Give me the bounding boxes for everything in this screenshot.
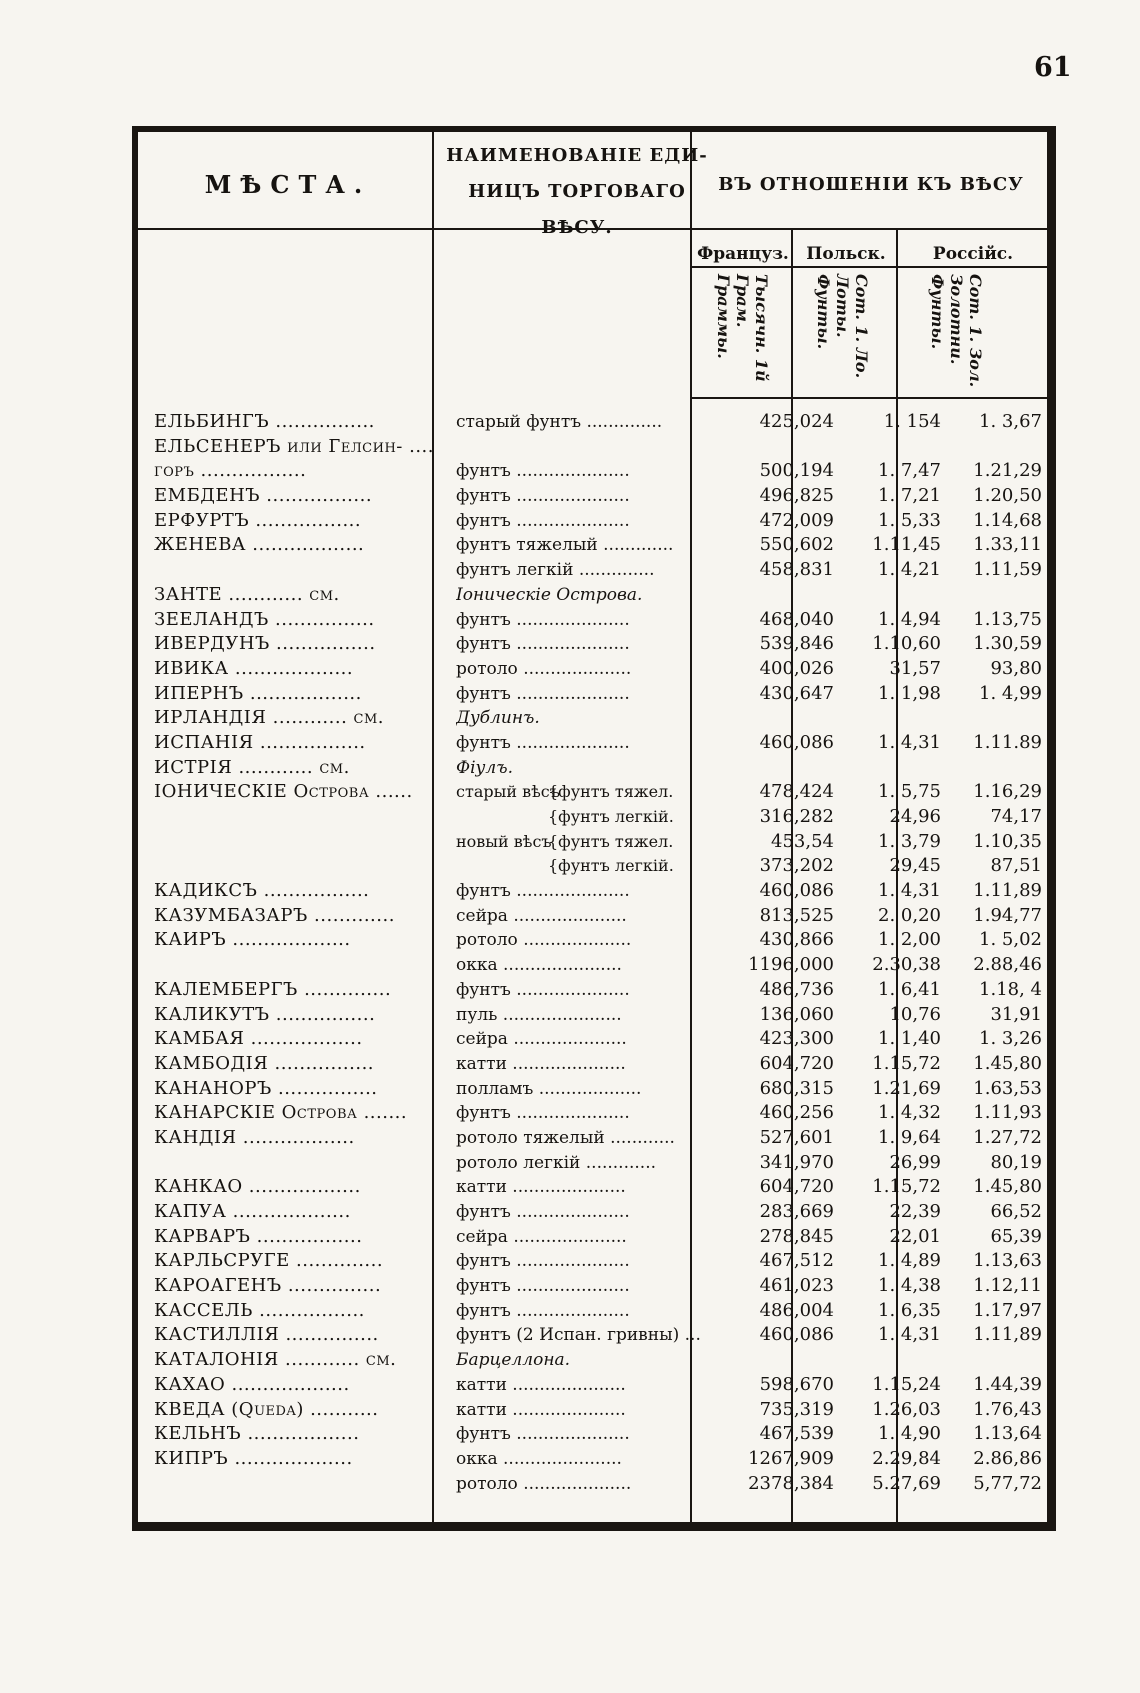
table-row — [138, 780, 1044, 805]
place-name: ЕЛЬСЕНЕРЪ или Гелсин- .... — [154, 435, 434, 457]
value-french: 496,825 — [759, 485, 834, 507]
header-ratio: ВЪ ОТНОШЕНІИ КЪ ВѢСУ — [718, 174, 1024, 195]
value-polish: 1.26,03 — [872, 1398, 941, 1420]
value-russian: 1.76,43 — [973, 1398, 1042, 1420]
unit-name: сейра ..................... — [456, 1226, 627, 1247]
value-russian: 1.11,59 — [973, 559, 1042, 581]
place-name: ИВИКА ................... — [154, 657, 354, 679]
unit-name: фунтъ ..................... — [456, 634, 630, 655]
unit-name: фунтъ ..................... — [456, 1276, 630, 1297]
value-russian: 1.18, 4 — [979, 978, 1042, 1000]
table-row — [138, 410, 1044, 435]
value-french: 550,602 — [759, 534, 834, 556]
header-vertical-label: Золотни. — [947, 274, 966, 365]
value-polish: 1. 4,38 — [878, 1275, 941, 1297]
unit-name: фунтъ ..................... — [456, 979, 630, 1000]
unit-name: ротоло легкій ............. — [456, 1152, 657, 1173]
unit-name: полламъ ................... — [456, 1078, 642, 1099]
value-russian: 31,91 — [990, 1003, 1042, 1025]
table-row — [138, 509, 1044, 534]
value-french: 460,086 — [759, 880, 834, 902]
table-row — [138, 1225, 1044, 1250]
header-vertical-label: Фунты. — [928, 274, 947, 350]
place-name: КАИРЪ ................... — [154, 929, 351, 951]
value-russian: 1. 3,67 — [979, 411, 1042, 432]
place-name: КАНКАО .................. — [154, 1176, 361, 1198]
place-name: ЗЕЕЛАНДЪ ................ — [154, 608, 375, 630]
value-polish: 24,96 — [889, 806, 941, 827]
table-row — [138, 1422, 1044, 1447]
value-russian: 1.63,53 — [973, 1077, 1042, 1099]
value-polish: 2.29,84 — [872, 1447, 941, 1469]
place-name: КАСТИЛЛІЯ ............... — [154, 1324, 379, 1346]
value-polish: 1. 7,21 — [878, 485, 941, 507]
value-polish: 1. 4,31 — [878, 880, 941, 902]
page-number: 61 — [1034, 52, 1072, 83]
place-name: КАНДІЯ .................. — [154, 1126, 355, 1148]
value-french: 1267,909 — [748, 1447, 834, 1469]
value-french: 341,970 — [759, 1151, 834, 1173]
table-row — [138, 1398, 1044, 1423]
table-row — [138, 1052, 1044, 1077]
table-row — [138, 1472, 1044, 1497]
value-polish: 1. 6,35 — [878, 1299, 941, 1321]
sub-unit-name: {фунтъ тяжел. — [548, 831, 674, 851]
value-french: 527,601 — [759, 1126, 834, 1148]
header-places: МѢСТА. — [204, 170, 372, 199]
table-row — [138, 805, 1044, 830]
table-row — [138, 583, 1044, 608]
unit-name: Барцеллона. — [456, 1350, 571, 1371]
value-russian: 1.27,72 — [973, 1126, 1042, 1148]
place-name: ЕЛЬБИНГЪ ................ — [154, 411, 375, 432]
place-name: КАЛЕМБЕРГЪ .............. — [154, 978, 392, 1000]
value-french: 735,319 — [759, 1398, 834, 1420]
unit-name: фунтъ ..................... — [456, 1424, 630, 1445]
unit-name: ротоло тяжелый ............ — [456, 1127, 675, 1148]
value-russian: 1.10,35 — [973, 830, 1042, 852]
place-name: ЕМБДЕНЪ ................. — [154, 485, 373, 507]
place-name: КАЛИКУТЪ ................ — [154, 1003, 376, 1025]
value-russian: 1.21,29 — [973, 460, 1042, 482]
place-name: КАТАЛОНІЯ ............ см. — [154, 1349, 397, 1371]
value-french: 458,831 — [759, 559, 834, 581]
value-polish: 1. 5,75 — [878, 781, 941, 803]
value-russian: 1.11,89 — [973, 1324, 1042, 1346]
table-row — [138, 657, 1044, 682]
table-row — [138, 830, 1044, 855]
value-french: 283,669 — [759, 1201, 834, 1222]
value-french: 461,023 — [759, 1275, 834, 1297]
value-french: 423,300 — [759, 1028, 834, 1050]
table-row — [138, 1077, 1044, 1102]
value-french: 486,736 — [759, 978, 834, 1000]
place-name: КАПУА ................... — [154, 1201, 351, 1222]
header-vertical-label: Фунты. — [814, 274, 833, 350]
value-russian: 1.30,59 — [973, 633, 1042, 655]
value-russian: 1.45,80 — [973, 1052, 1042, 1074]
table-row — [138, 904, 1044, 929]
value-polish: 2.30,38 — [872, 954, 941, 976]
place-name: КАМБАЯ .................. — [154, 1028, 363, 1050]
table-row — [138, 731, 1044, 756]
value-russian: 80,19 — [990, 1151, 1042, 1173]
brace-label: новый вѣсъ — [456, 831, 552, 851]
unit-name: фунтъ тяжелый ............. — [456, 535, 674, 556]
place-name: КВЕДА (Queda) ........... — [154, 1398, 379, 1420]
value-russian: 1.94,77 — [973, 904, 1042, 926]
table-row — [138, 1101, 1044, 1126]
column-rule — [692, 397, 1048, 399]
unit-name: катти ..................... — [456, 1399, 626, 1420]
value-russian: 2.88,46 — [973, 954, 1042, 976]
table-row — [138, 1151, 1044, 1176]
unit-name: сейра ..................... — [456, 1029, 627, 1050]
value-french: 373,202 — [759, 855, 834, 877]
unit-name: Іоническіе Острова. — [456, 584, 643, 605]
value-russian: 1.11,93 — [973, 1102, 1042, 1124]
value-polish: 1.10,60 — [872, 633, 941, 655]
unit-name: катти ..................... — [456, 1053, 626, 1074]
weights-table — [132, 126, 1056, 1531]
sub-unit-name: {фунтъ тяжел. — [548, 782, 674, 802]
unit-name: катти ..................... — [456, 1177, 626, 1198]
value-polish: 1. 9,64 — [878, 1126, 941, 1148]
subheader-rule — [692, 266, 1048, 268]
table-row — [138, 1249, 1044, 1274]
unit-name: пуль ...................... — [456, 1004, 622, 1025]
value-russian: 1.13,63 — [973, 1250, 1042, 1272]
unit-name: фунтъ ..................... — [456, 1202, 630, 1222]
place-name: КАРОАГЕНЪ ............... — [154, 1275, 382, 1297]
value-french: 500,194 — [759, 460, 834, 482]
value-polish: 1.15,72 — [872, 1176, 941, 1198]
unit-name: сейра ..................... — [456, 905, 627, 926]
table-row — [138, 879, 1044, 904]
unit-name: старый фунтъ .............. — [456, 412, 663, 432]
value-russian: 2.86,86 — [973, 1447, 1042, 1469]
unit-name: ротоло .................... — [456, 1473, 632, 1494]
value-french: 467,539 — [759, 1423, 834, 1445]
value-polish: 1. 154 — [883, 411, 941, 432]
header-french-col — [714, 274, 771, 394]
header-vertical-label: Сот. 1. Ло. — [852, 274, 871, 379]
place-name: ИПЕРНЪ .................. — [154, 682, 362, 704]
value-russian: 1. 3,26 — [979, 1028, 1042, 1050]
unit-name: ротоло .................... — [456, 658, 632, 679]
value-french: 604,720 — [759, 1052, 834, 1074]
place-name: КАХАО ................... — [154, 1373, 350, 1395]
unit-name: фунтъ ..................... — [456, 486, 630, 507]
table-row — [138, 1200, 1044, 1225]
value-russian: 1.44,39 — [973, 1373, 1042, 1395]
unit-name: окка ...................... — [456, 955, 622, 976]
place-name: КАРВАРЪ ................. — [154, 1225, 363, 1247]
value-russian: 1.16,29 — [973, 781, 1042, 803]
value-polish: 1. 4,32 — [878, 1102, 941, 1124]
place-name: ИСПАНІЯ ................. — [154, 731, 366, 753]
value-russian: 1.13,75 — [973, 608, 1042, 630]
value-russian: 66,52 — [990, 1201, 1042, 1222]
value-polish: 1. 4,21 — [878, 559, 941, 581]
value-polish: 29,45 — [889, 855, 941, 877]
header-polish: Польск. — [806, 244, 886, 264]
value-polish: 1.11,45 — [872, 534, 941, 556]
value-russian: 1.13,64 — [973, 1423, 1042, 1445]
place-name: КАНАРСКІЕ Острова ....... — [154, 1102, 408, 1124]
place-name: КИПРЪ ................... — [154, 1447, 353, 1469]
value-french: 460,086 — [759, 1324, 834, 1346]
value-polish: 1. 3,79 — [878, 830, 941, 852]
value-polish: 1. 4,94 — [878, 608, 941, 630]
value-french: 1196,000 — [748, 954, 834, 976]
value-russian: 1.12,11 — [973, 1275, 1042, 1297]
place-name: КАРЛЬСРУГЕ .............. — [154, 1250, 384, 1272]
value-polish: 1.15,72 — [872, 1052, 941, 1074]
value-french: 136,060 — [759, 1003, 834, 1025]
place-name: КАЗУМБАЗАРЪ ............. — [154, 904, 395, 926]
value-polish: 1. 4,31 — [878, 731, 941, 753]
value-russian: 87,51 — [990, 855, 1042, 877]
header-unit-line: ВѢСУ. — [541, 217, 613, 238]
header-vertical-label: Лоты. — [833, 274, 852, 338]
value-polish: 1. 7,47 — [878, 460, 941, 482]
place-name: ЖЕНЕВА .................. — [154, 534, 365, 556]
table-row — [138, 682, 1044, 707]
value-french: 400,026 — [759, 657, 834, 679]
value-russian: 1.17,97 — [973, 1299, 1042, 1321]
value-polish: 1.15,24 — [872, 1373, 941, 1395]
value-polish: 1. 1,40 — [878, 1028, 941, 1050]
table-row — [138, 1126, 1044, 1151]
unit-name: фунтъ (2 Испан. гривны) ... — [456, 1325, 701, 1346]
header-polish-col — [814, 274, 871, 394]
place-name: ІОНИЧЕСКІЕ Острова ...... — [154, 781, 413, 803]
place-name: ИВЕРДУНЪ ................ — [154, 633, 376, 655]
value-french: 486,004 — [759, 1299, 834, 1321]
unit-name: Дублинъ. — [456, 708, 540, 729]
value-french: 430,866 — [759, 929, 834, 951]
value-french: 460,256 — [759, 1102, 834, 1124]
value-polish: 1. 1,98 — [878, 682, 941, 704]
table-row — [138, 608, 1044, 633]
table-row — [138, 854, 1044, 879]
table-row — [138, 1323, 1044, 1348]
value-french: 467,512 — [759, 1250, 834, 1272]
value-polish: 2. 0,20 — [878, 904, 941, 926]
sub-unit-name: {фунтъ легкій. — [548, 807, 674, 826]
brace-label: старый вѣсъ — [456, 782, 560, 802]
table-row — [138, 1348, 1044, 1373]
place-name: КЕЛЬНЪ .................. — [154, 1423, 360, 1445]
value-russian: 93,80 — [990, 657, 1042, 679]
value-polish: 5.27,69 — [872, 1472, 941, 1494]
place-name: КАНАНОРЪ ................ — [154, 1077, 378, 1099]
header-vertical-label: Тысячн. 1й Грам. — [733, 274, 771, 382]
value-russian: 1.20,50 — [973, 485, 1042, 507]
header-vertical-label: Граммы. — [714, 274, 733, 359]
value-russian: 1.11.89 — [973, 731, 1042, 753]
unit-name: окка ...................... — [456, 1448, 622, 1469]
unit-name: фунтъ ..................... — [456, 881, 630, 902]
value-russian: 65,39 — [990, 1225, 1042, 1247]
unit-name: ротоло .................... — [456, 930, 632, 951]
header-unit-line: НИЦЪ ТОРГОВАГО — [468, 181, 686, 202]
value-russian: 5,77,72 — [973, 1472, 1042, 1494]
value-french: 316,282 — [759, 806, 834, 827]
place-name: КАМБОДІЯ ................ — [154, 1052, 375, 1074]
table-row — [138, 632, 1044, 657]
table-row — [138, 756, 1044, 781]
value-russian: 1. 5,02 — [979, 929, 1042, 951]
table-row — [138, 1027, 1044, 1052]
table-row — [138, 484, 1044, 509]
header-unit-line: НАИМЕНОВАНІЕ ЕДИ- — [446, 145, 708, 166]
table-row — [138, 1373, 1044, 1398]
value-russian: 74,17 — [990, 806, 1042, 827]
header-russian: Россійс. — [932, 244, 1014, 264]
unit-name: фунтъ ..................... — [456, 1300, 630, 1321]
value-french: 604,720 — [759, 1176, 834, 1198]
table-row — [138, 706, 1044, 731]
place-name: КАССЕЛЬ ................. — [154, 1299, 365, 1321]
table-row — [138, 435, 1044, 460]
value-french: 478,424 — [759, 781, 834, 803]
value-french: 468,040 — [759, 608, 834, 630]
value-french: 2378,384 — [748, 1472, 834, 1494]
table-row — [138, 1274, 1044, 1299]
value-polish: 31,57 — [889, 657, 941, 679]
value-polish: 1. 6,41 — [878, 978, 941, 1000]
value-french: 278,845 — [759, 1225, 834, 1247]
place-name: горъ ................. — [154, 460, 307, 482]
place-name: ИСТРІЯ ............ см. — [154, 756, 350, 778]
table-row — [138, 928, 1044, 953]
value-polish: 1.21,69 — [872, 1077, 941, 1099]
table-row — [138, 1299, 1044, 1324]
table-row — [138, 1447, 1044, 1472]
unit-name: фунтъ ..................... — [456, 1103, 630, 1124]
value-french: 539,846 — [759, 633, 834, 655]
value-polish: 1. 4,31 — [878, 1324, 941, 1346]
table-body — [138, 410, 1044, 1496]
value-polish: 1. 2,00 — [878, 929, 941, 951]
table-row — [138, 1003, 1044, 1028]
place-name: КАДИКСЪ ................. — [154, 880, 370, 902]
place-name: ЕРФУРТЪ ................. — [154, 509, 362, 531]
table-row — [138, 1175, 1044, 1200]
unit-name: фунтъ ..................... — [456, 732, 630, 753]
table-row — [138, 953, 1044, 978]
value-polish: 10,76 — [889, 1003, 941, 1025]
value-french: 813,525 — [759, 904, 834, 926]
place-name: ЗАНТЕ ............ см. — [154, 583, 340, 605]
unit-name: фунтъ легкій .............. — [456, 560, 655, 581]
header-unit-name — [442, 138, 712, 246]
sub-unit-name: {фунтъ легкій. — [548, 856, 674, 876]
place-name: ИРЛАНДІЯ ............ см. — [154, 707, 385, 729]
unit-name: Фіулъ. — [456, 757, 513, 778]
unit-name: катти ..................... — [456, 1374, 626, 1395]
unit-name: фунтъ ..................... — [456, 1251, 630, 1272]
value-polish: 22,39 — [889, 1201, 941, 1222]
table-row — [138, 558, 1044, 583]
value-russian: 1.14,68 — [973, 509, 1042, 531]
table-row — [138, 533, 1044, 558]
value-french: 453,54 — [771, 830, 834, 852]
unit-name: фунтъ ..................... — [456, 510, 630, 531]
value-french: 598,670 — [759, 1373, 834, 1395]
value-russian: 1.33,11 — [973, 534, 1042, 556]
value-french: 680,315 — [759, 1077, 834, 1099]
value-polish: 26,99 — [889, 1151, 941, 1173]
value-polish: 22,01 — [889, 1225, 941, 1247]
header-vertical-label: Сот. 1. Зол. — [966, 274, 985, 388]
value-russian: 1.45,80 — [973, 1176, 1042, 1198]
header-french: Француз. — [697, 244, 789, 264]
header-russian-col — [928, 274, 985, 394]
value-polish: 1. 4,90 — [878, 1423, 941, 1445]
value-french: 430,647 — [759, 682, 834, 704]
table-row — [138, 978, 1044, 1003]
value-french: 472,009 — [759, 509, 834, 531]
value-polish: 1. 5,33 — [878, 509, 941, 531]
value-french: 460,086 — [759, 731, 834, 753]
table-row — [138, 459, 1044, 484]
unit-name: фунтъ ..................... — [456, 683, 630, 704]
value-russian: 1. 4,99 — [979, 682, 1042, 704]
value-polish: 1. 4,89 — [878, 1250, 941, 1272]
unit-name: фунтъ ..................... — [456, 609, 630, 630]
unit-name: фунтъ ..................... — [456, 461, 630, 482]
value-russian: 1.11,89 — [973, 880, 1042, 902]
value-french: 425,024 — [759, 411, 834, 432]
